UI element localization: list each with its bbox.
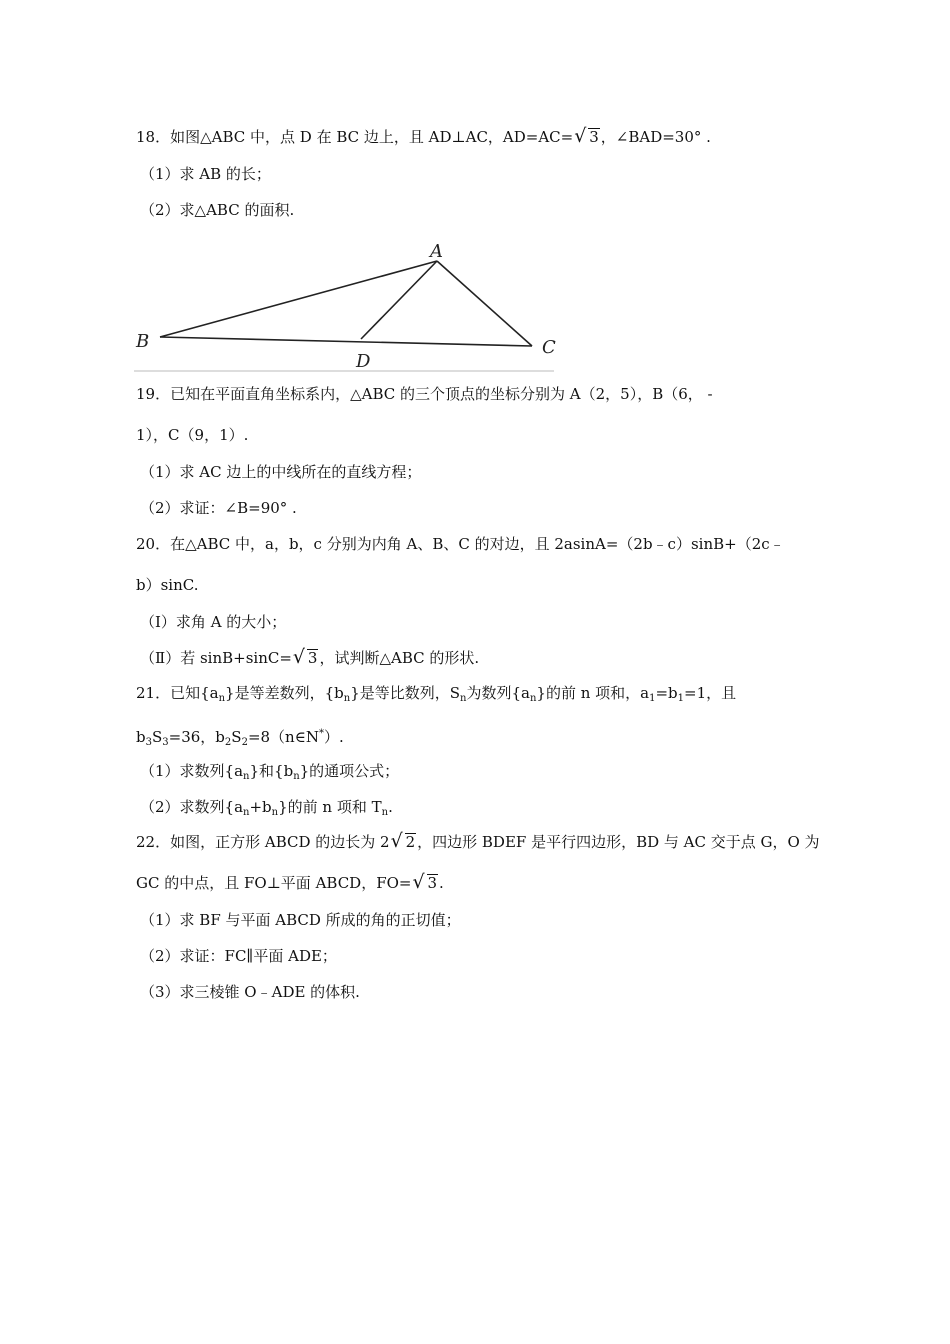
label-d: D — [356, 351, 371, 372]
sqrt-symbol: √ 3 — [293, 648, 319, 668]
label-c: C — [542, 337, 556, 358]
segment-ac — [437, 261, 532, 346]
sqrt-symbol: √ 2 — [391, 832, 417, 852]
q20-line1: 20．在△ABC 中，a，b，c 分别为内角 A、B、C 的对边，且 2asinA=（2b﹣c）sinB+（2c﹣ — [136, 535, 785, 553]
q22-part1: （1）求 BF 与平面 ABCD 所成的角的正切值； — [140, 911, 461, 929]
q20-part1: （Ⅰ）求角 A 的大小； — [140, 613, 287, 631]
sqrt-symbol: √ 3 — [413, 873, 439, 893]
label-a: A — [430, 241, 443, 262]
q22-line2: GC 的中点，且 FO⊥平面 ABCD，FO=√ 3 . — [136, 873, 444, 893]
q19-line1: 19．已知在平面直角坐标系内，△ABC 的三个顶点的坐标分别为 A（2，5），B（6， - — [136, 385, 713, 403]
segment-bc — [160, 337, 532, 346]
q21-part2: （2）求数列$\{a_n+b_n\}$的前 n 项和 $T_n$. — [140, 798, 393, 818]
q22-part2: （2）求证：FC∥平面 ADE； — [140, 947, 337, 965]
segment-ad — [361, 261, 437, 339]
q22-part3: （3）求三棱锥 O﹣ADE 的体积. — [140, 983, 360, 1001]
q20-line2: b）sinC. — [136, 576, 199, 594]
q20-part2: （Ⅱ）若 sinB+sinC=√ 3 ，试判断△ABC 的形状. — [140, 648, 479, 668]
q18-part2: （2）求△ABC 的面积. — [140, 201, 295, 219]
label-b: B — [136, 331, 150, 352]
q21-line1: 21．已知$\{a_n\}$是等差数列，$\{b_n\}$是等比数列，$S_n$为数列$\{a_n\}$的前 n 项和，$a_1=b_1=1$，且 — [136, 684, 737, 704]
q21-part1: （1）求数列$\{a_n\}$和$\{b_n\}$的通项公式； — [140, 762, 400, 782]
q22-line1: 22．如图，正方形 ABCD 的边长为 2√ 2 ，四边形 BDEF 是平行四边形，BD 与 AC 交于点 G，O 为 — [136, 832, 820, 852]
q18-stem: 18．如图△ABC 中，点 D 在 BC 边上，且 AD⊥AC，AD=AC=√ 3 ，∠BAD=30° . — [136, 127, 711, 147]
q19-part2: （2）求证：∠B=90° . — [140, 499, 297, 517]
q21-line2: $b_3S_3=36$，$b_2S_2=8(n\in N^*)$. — [136, 728, 344, 748]
triangle-figure — [134, 241, 564, 375]
sqrt-symbol: √ 3 — [574, 127, 600, 147]
q18-part1: （1）求 AB 的长； — [140, 165, 271, 183]
segment-ab — [160, 261, 437, 337]
q19-part1: （1）求 AC 边上的中线所在的直线方程； — [140, 463, 422, 481]
q19-line2: 1），C（9，1）. — [136, 426, 249, 444]
